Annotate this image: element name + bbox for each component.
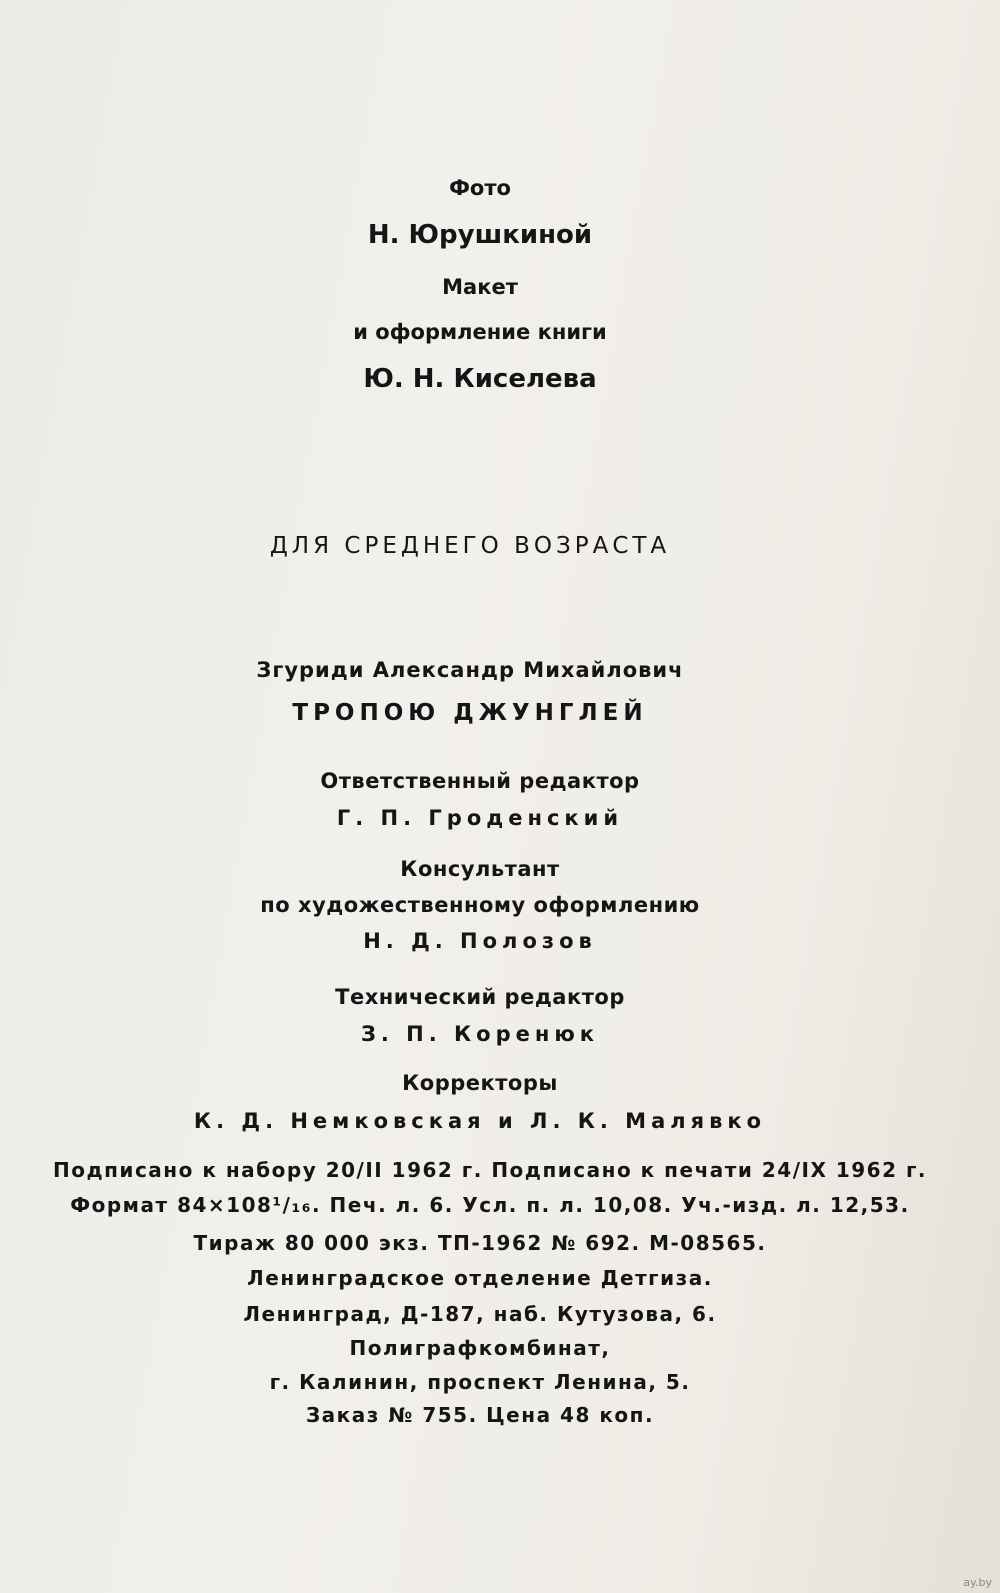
imprint-line-6: Полиграфкомбинат, [349,1336,611,1360]
editor-name: Г. П. Гроденский [336,806,624,830]
photo-name: Н. Юрушкиной [367,220,593,250]
book-title: ТРОПОЮ ДЖУНГЛЕЙ [292,700,648,726]
proofreaders-label: Корректоры [402,1071,558,1095]
consultant-subtitle: по художественному оформлению [260,893,700,917]
imprint-line-8: Заказ № 755. Цена 48 коп. [305,1403,655,1427]
watermark-text: ay.by [963,1576,992,1589]
proofreaders-names: К. Д. Немковская и Л. К. Малявко [193,1109,767,1133]
age-group: ДЛЯ СРЕДНЕГО ВОЗРАСТА [269,533,671,559]
imprint-line-5: Ленинград, Д-187, наб. Кутузова, 6. [243,1302,717,1326]
layout-label: Макет [442,275,518,299]
imprint-line-3: Тираж 80 000 экз. ТП-1962 № 692. М-08565. [193,1231,767,1255]
imprint-line-1: Подписано к набору 20/II 1962 г. Подписано к печати 24/IX 1962 г. [52,1158,927,1182]
book-author: Згуриди Александр Михайлович [256,658,684,682]
editor-label: Ответственный редактор [320,769,640,793]
consultant-name: Н. Д. Полозов [363,929,597,953]
photo-label: Фото [449,176,511,200]
consultant-label: Консультант [400,857,560,881]
design-name: Ю. Н. Киселева [363,364,597,394]
design-label: и оформление книги [353,320,607,344]
imprint-line-4: Ленинградское отделение Детгиза. [247,1266,713,1290]
tech-editor-name: З. П. Коренюк [360,1022,600,1046]
imprint-line-7: г. Калинин, проспект Ленина, 5. [269,1370,691,1394]
imprint-line-2: Формат 84×108¹/₁₆. Печ. л. 6. Усл. п. л. 10,08. Уч.-изд. л. 12,53. [70,1193,910,1217]
tech-editor-label: Технический редактор [335,985,625,1009]
